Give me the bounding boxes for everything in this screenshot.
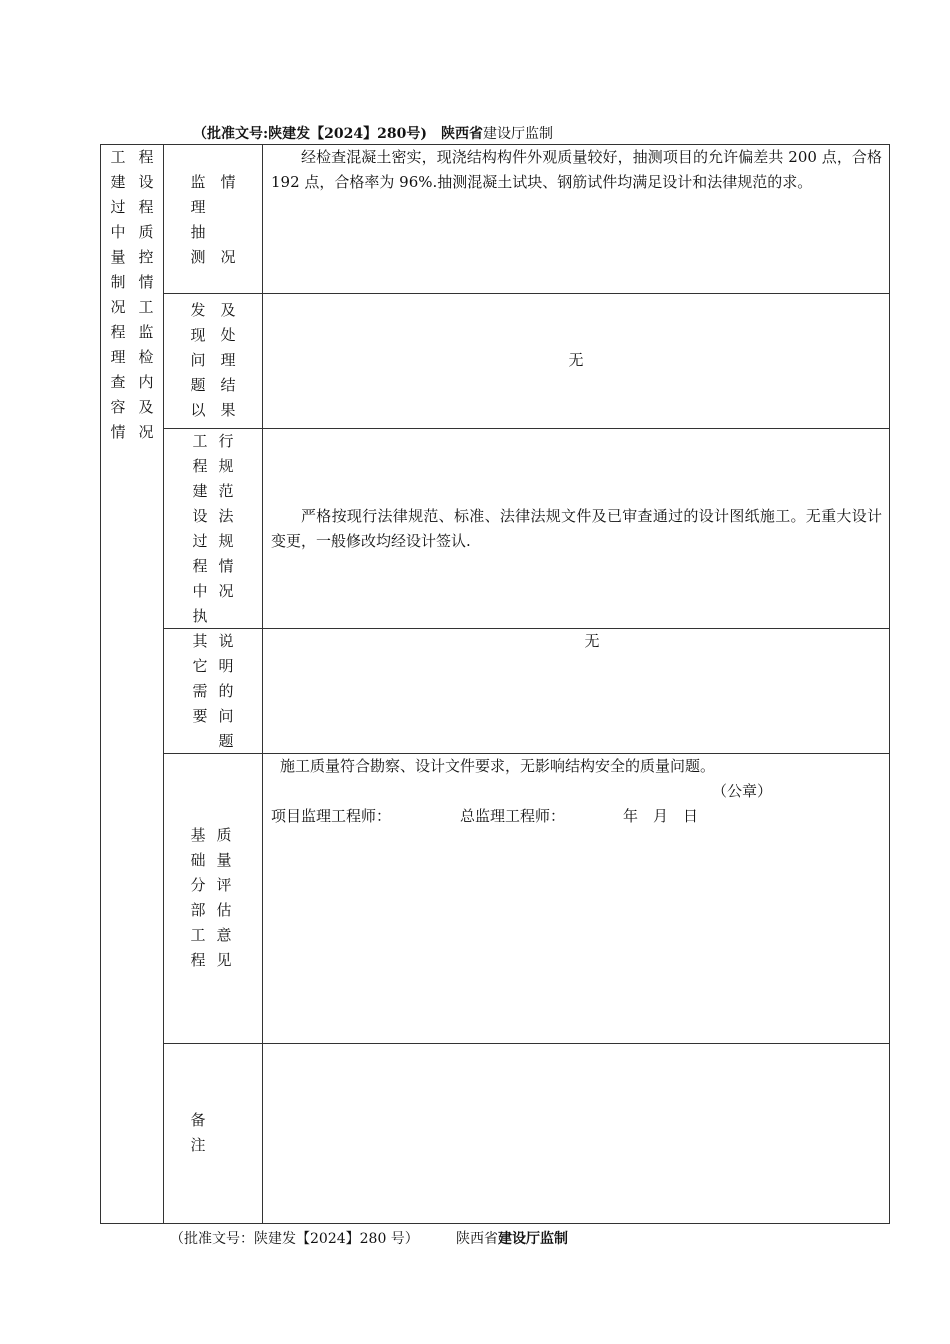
label-char: 结 xyxy=(220,376,236,394)
label-char: 评 xyxy=(216,876,232,894)
label-char: 况 xyxy=(220,248,236,266)
label-char: 估 xyxy=(216,901,232,919)
label-char: 查 xyxy=(110,373,126,391)
label-char: 建 xyxy=(110,173,126,191)
label-char: 量 xyxy=(110,248,126,266)
label-char: 发 xyxy=(190,301,206,319)
label-char: 见 xyxy=(216,951,232,969)
label-char: 中 xyxy=(110,223,126,241)
label-char: 理 xyxy=(220,351,236,369)
label-char: 况 xyxy=(218,582,234,600)
label-char: 抽 xyxy=(190,223,206,241)
approval-number-footer: （批准文号：陕建发【2024】280 号） xyxy=(170,1231,419,1247)
chief-engineer-signature-label: 总监理工程师： xyxy=(460,807,566,825)
label-char: 测 xyxy=(190,248,206,266)
remarks-label-cell xyxy=(163,1043,263,1224)
label-char: 内 xyxy=(138,373,154,391)
label-char: 部 xyxy=(190,901,206,919)
label-char: 题 xyxy=(190,376,206,394)
label-char: 规 xyxy=(218,457,234,475)
label-char xyxy=(213,604,239,629)
other-label xyxy=(187,629,239,754)
issuer-province: 陕西省 xyxy=(456,1231,498,1247)
label-char: 建 xyxy=(192,482,208,500)
label-char: 容 xyxy=(110,398,126,416)
issuer-footer xyxy=(456,1228,568,1248)
project-engineer-signature-label: 项目监理工程师： xyxy=(271,807,392,825)
label-char: 法 xyxy=(218,507,234,525)
label-char: 检 xyxy=(138,348,154,366)
label-char: 情 xyxy=(138,273,154,291)
label-char: 程 xyxy=(192,557,208,575)
label-char: 中 xyxy=(192,582,208,600)
problems-text: 无 xyxy=(568,351,584,369)
remarks-content-cell xyxy=(262,1043,890,1224)
official-seal-label: （公章） xyxy=(712,782,773,800)
label-char: 基 xyxy=(190,826,206,844)
label-char: 程 xyxy=(110,323,126,341)
label-char: 质 xyxy=(216,826,232,844)
remarks-label-char: 注 xyxy=(190,1136,206,1154)
label-char: 范 xyxy=(218,482,234,500)
label-char: 行 xyxy=(218,432,234,450)
label-char: 及 xyxy=(138,398,154,416)
issuer-department: 建设厅监制 xyxy=(483,126,553,142)
label-char: 其 xyxy=(192,632,208,650)
label-char: 工 xyxy=(192,432,208,450)
label-char: 监 xyxy=(138,323,154,341)
label-char: 过 xyxy=(110,198,126,216)
issuer-province: 陕西省 xyxy=(441,126,483,142)
regulations-text: 严格按现行法律规范、标准、法律法规文件及已审查通过的设计图纸施工。无重大设计变更，一般修改均经设计签认. xyxy=(271,507,882,550)
label-char xyxy=(213,195,243,220)
other-text: 无 xyxy=(584,632,600,650)
label-char: 工 xyxy=(110,148,126,166)
label-char: 问 xyxy=(190,351,206,369)
sampling-text: 经检查混凝土密实，现浇结构构件外观质量较好，抽测项目的允许偏差共 200 点，合格 192 点，合格率为 96%.抽测混凝土试块、钢筋试件均满足设计和法律规范的求。 xyxy=(271,148,882,191)
problems-label xyxy=(183,298,243,423)
remarks-label xyxy=(189,1108,207,1158)
label-char: 情 xyxy=(218,557,234,575)
assessment-text: 施工质量符合勘察、设计文件要求，无影响结构安全的质量问题。 xyxy=(280,757,716,775)
label-char: 设 xyxy=(192,507,208,525)
label-char: 理 xyxy=(190,198,206,216)
label-char xyxy=(187,729,213,754)
label-char: 处 xyxy=(220,326,236,344)
label-char: 意 xyxy=(216,926,232,944)
regulations-label xyxy=(187,429,239,629)
label-char: 的 xyxy=(218,682,234,700)
label-char xyxy=(213,220,243,245)
label-char: 工 xyxy=(138,298,154,316)
assessment-content-cell xyxy=(262,753,890,1044)
label-char: 监 xyxy=(190,173,206,191)
label-char: 及 xyxy=(220,301,236,319)
label-char: 量 xyxy=(216,851,232,869)
label-char: 程 xyxy=(138,148,154,166)
sampling-label xyxy=(183,170,243,270)
label-char: 问 xyxy=(218,707,234,725)
label-char: 质 xyxy=(138,223,154,241)
label-char: 执 xyxy=(192,607,208,625)
label-char: 程 xyxy=(190,951,206,969)
label-char: 设 xyxy=(138,173,154,191)
label-char: 需 xyxy=(192,682,208,700)
label-char: 工 xyxy=(190,926,206,944)
remarks-label-char: 备 xyxy=(190,1111,206,1129)
approval-number-header: （批准文号:陕建发【2024】280号) xyxy=(193,126,427,142)
label-char: 程 xyxy=(138,198,154,216)
assessment-label xyxy=(185,823,237,973)
label-char: 过 xyxy=(192,532,208,550)
label-char: 况 xyxy=(138,423,154,441)
label-char: 控 xyxy=(138,248,154,266)
label-char: 情 xyxy=(110,423,126,441)
signature-date: 年 月 日 xyxy=(623,807,699,825)
label-char: 程 xyxy=(192,457,208,475)
left-section-label xyxy=(104,145,160,445)
label-char: 以 xyxy=(190,401,206,419)
label-char: 况 xyxy=(110,298,126,316)
label-char: 制 xyxy=(110,273,126,291)
label-char: 础 xyxy=(190,851,206,869)
label-char: 明 xyxy=(218,657,234,675)
label-char: 说 xyxy=(218,632,234,650)
label-char: 它 xyxy=(192,657,208,675)
label-char: 理 xyxy=(110,348,126,366)
issuer-department: 建设厅监制 xyxy=(498,1231,568,1247)
label-char: 规 xyxy=(218,532,234,550)
label-char: 要 xyxy=(192,707,208,725)
label-char: 现 xyxy=(190,326,206,344)
label-char: 题 xyxy=(218,732,234,750)
label-char: 情 xyxy=(220,173,236,191)
issuer-header xyxy=(441,123,553,143)
label-char: 果 xyxy=(220,401,236,419)
label-char: 分 xyxy=(190,876,206,894)
